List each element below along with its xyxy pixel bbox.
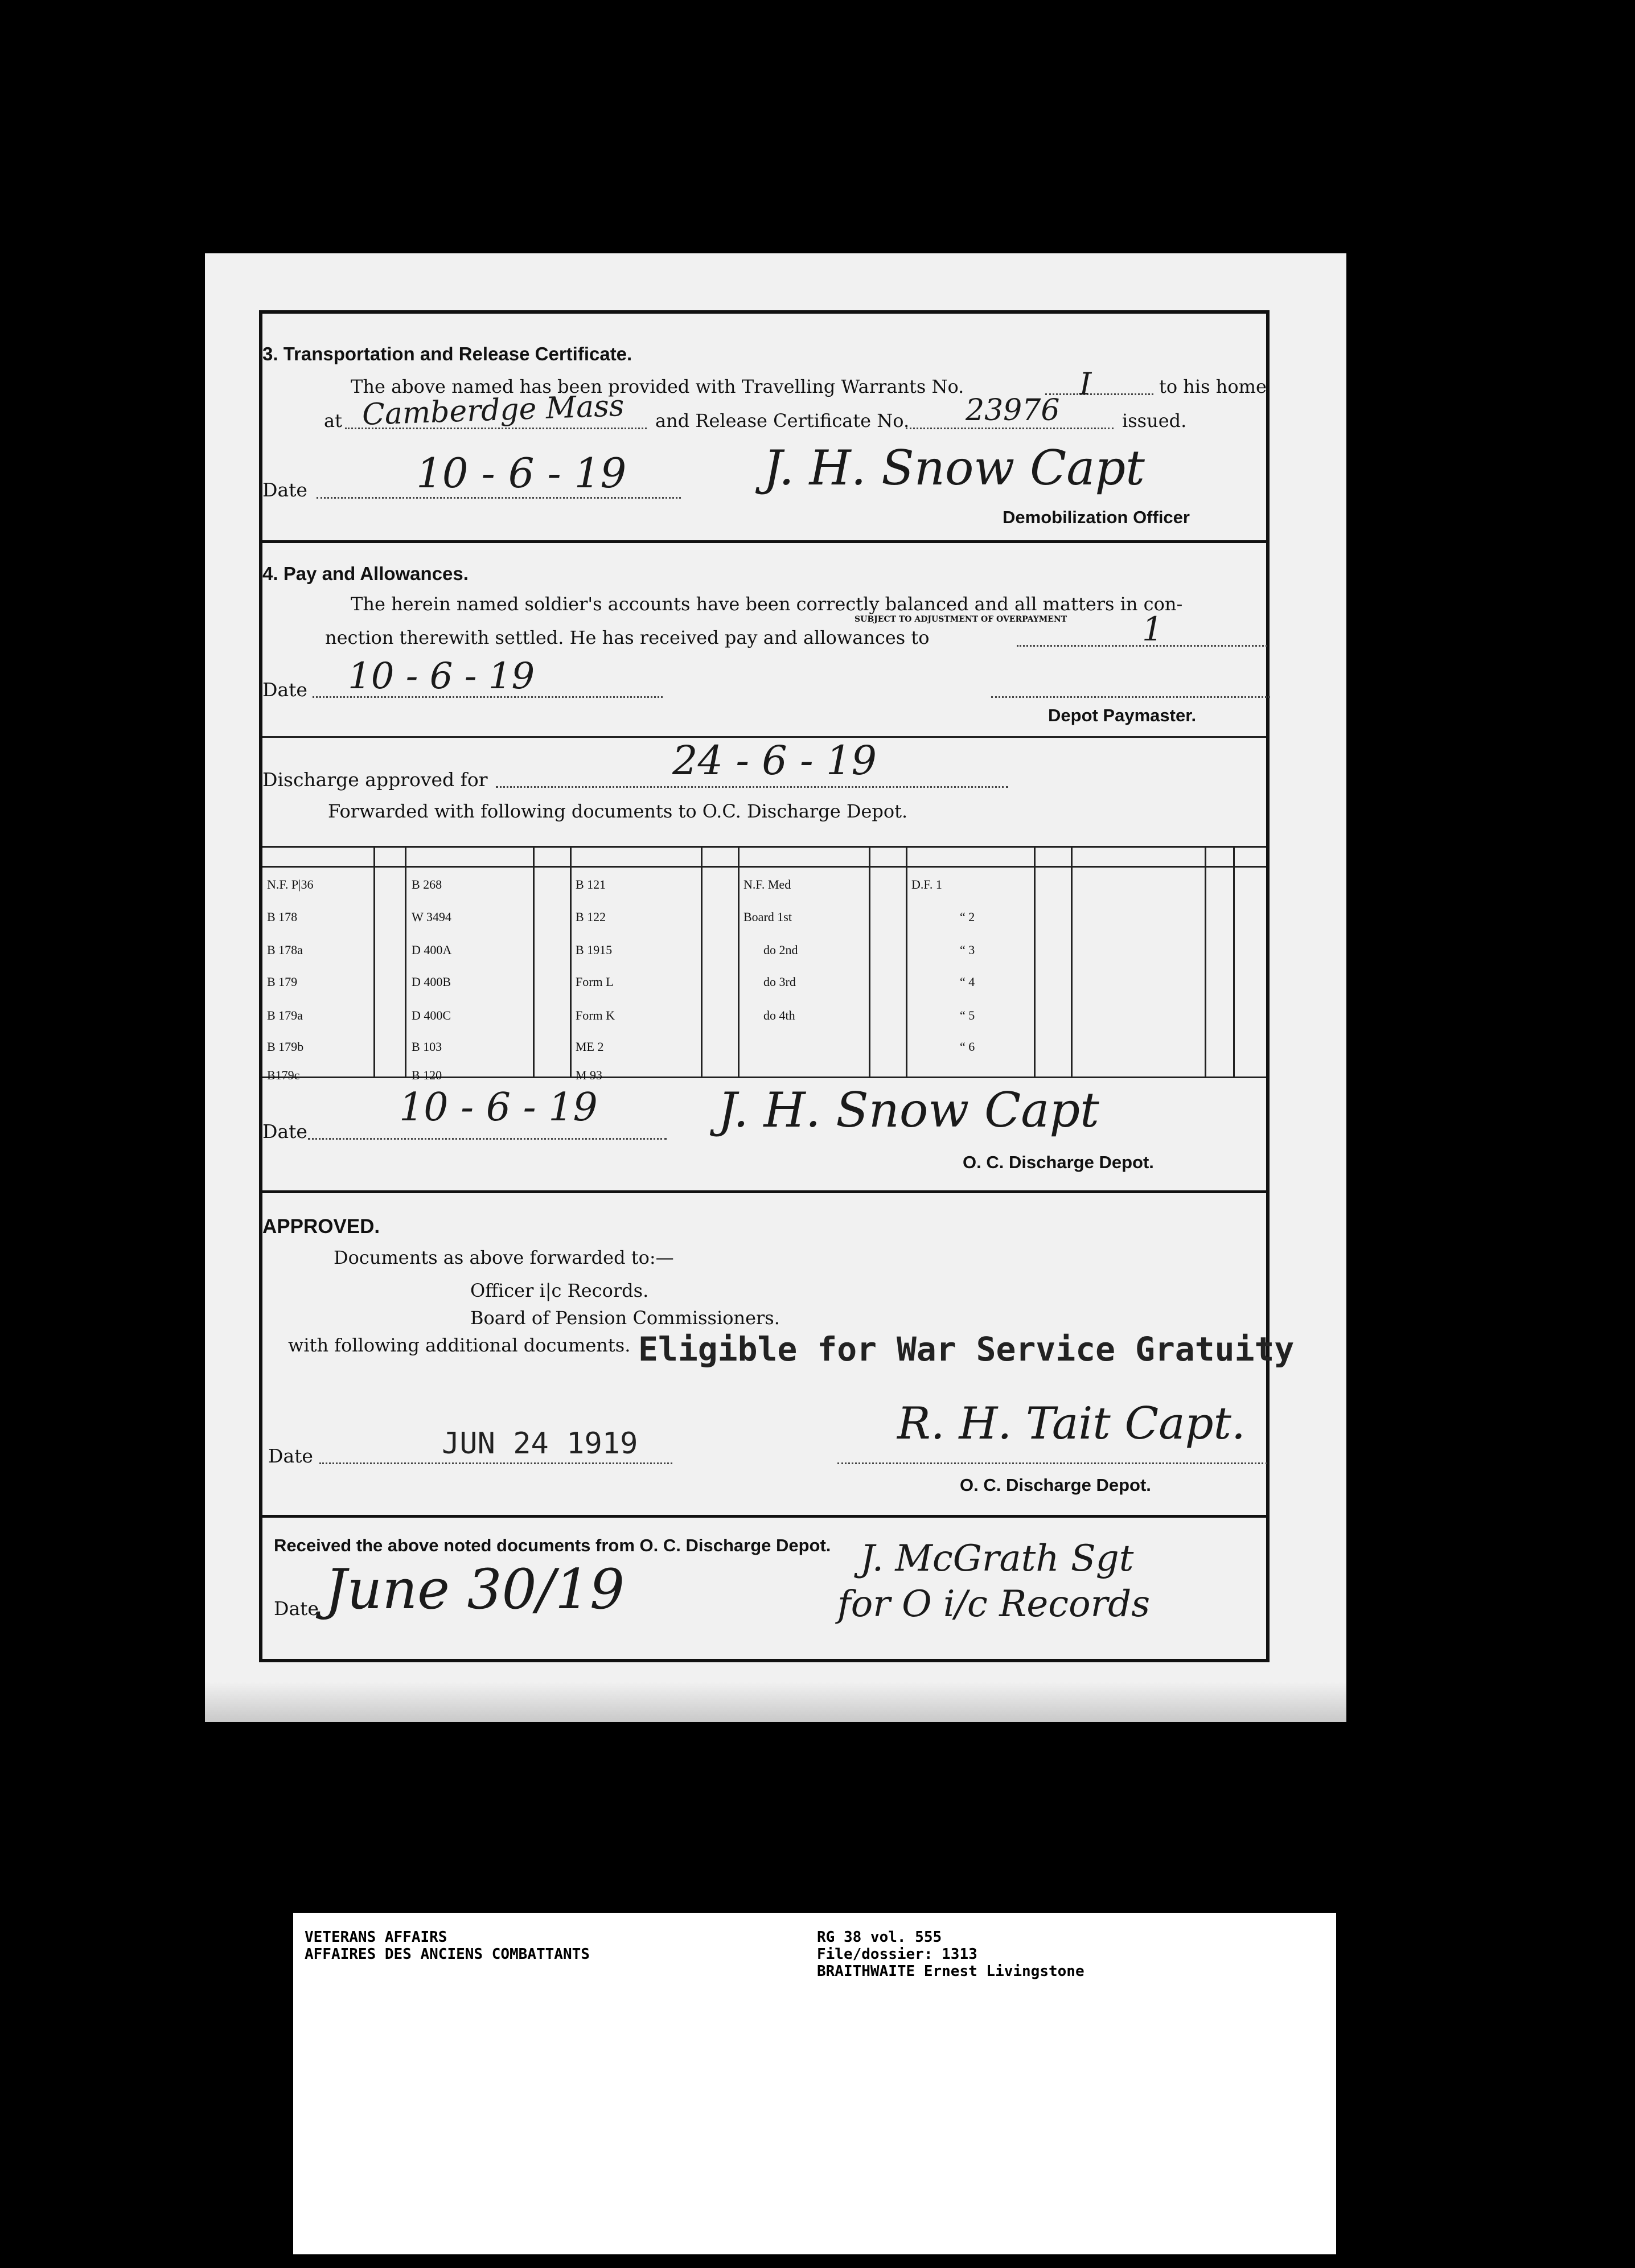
paper-edge (205, 1682, 1346, 1722)
doc-item: B 103 (412, 1040, 442, 1054)
docs-forwarded-text: Documents as above forwarded to:— (334, 1247, 674, 1268)
file-number: File/dossier: 1313 (817, 1946, 977, 1963)
approved-depot-label: O. C. Discharge Depot. (960, 1475, 1151, 1495)
table-top-border (262, 846, 1266, 848)
hw-cert-no: 23976 (966, 393, 1060, 428)
doc-item: “ 4 (960, 975, 975, 989)
divider (262, 1515, 1266, 1518)
hw-home-place: Camberdge Mass (361, 388, 625, 433)
hw-section4-date: 10 - 6 - 19 (348, 655, 535, 697)
depot-label: O. C. Discharge Depot. (963, 1152, 1154, 1172)
soldier-name: BRAITHWAITE Ernest Livingstone (817, 1963, 1084, 1980)
doc-item: Form L (576, 975, 614, 989)
paymaster-signature-line (991, 696, 1270, 698)
discharge-form (259, 310, 1295, 1662)
divider (262, 540, 1266, 543)
hw-discharge-date: 24 - 6 - 19 (672, 737, 877, 784)
gratuity-stamp: Eligible for War Service Gratuity (638, 1330, 1295, 1369)
doc-item: ME 2 (576, 1040, 604, 1054)
doc-item: D.F. 1 (911, 877, 942, 891)
demob-officer-label: Demobilization Officer (1003, 507, 1190, 527)
catalogue-label (293, 1913, 1336, 2254)
doc-item: do 4th (763, 1008, 795, 1022)
doc-item: B 121 (576, 877, 606, 891)
hw-demob-signature: J. H. Snow Capt (763, 440, 1145, 496)
officer-records: Officer i|c Records. (470, 1280, 649, 1301)
doc-item: B 1915 (576, 943, 613, 957)
dept-en: VETERANS AFFAIRS (305, 1929, 447, 1946)
section3-line1-end: to his home (1159, 376, 1267, 397)
table-column-rule (570, 846, 572, 1077)
section3-date-label: Date (262, 479, 307, 501)
section4-line2: nection therewith settled. He has received pay and allowances to (325, 627, 930, 648)
hw-depot-date: 10 - 6 - 19 (399, 1085, 598, 1130)
received-date-label: Date (274, 1597, 319, 1620)
doc-item: do 2nd (763, 943, 798, 957)
depot-date-label: Date (262, 1120, 307, 1143)
doc-item: W 3494 (412, 910, 451, 924)
doc-item: Form K (576, 1008, 615, 1022)
hw-received-signature: J. McGrath Sgt (860, 1538, 1134, 1580)
table-column-rule (1071, 846, 1073, 1077)
section4-line1: The herein named soldier's accounts have been correctly balanced and all matters in con- (351, 593, 1183, 615)
doc-item: “ 3 (960, 943, 975, 957)
table-column-rule (1233, 846, 1235, 1077)
approved-date-label: Date (268, 1445, 313, 1467)
adjustment-note: SUBJECT TO ADJUSTMENT OF OVERPAYMENT (855, 615, 1067, 624)
table-column-rule (701, 846, 703, 1077)
at-label: at (324, 410, 342, 432)
doc-item: D 400B (412, 975, 451, 989)
table-column-rule (906, 846, 907, 1077)
doc-item: B 179 (267, 975, 298, 989)
dept-fr: AFFAIRES DES ANCIENS COMBATTANTS (305, 1946, 590, 1963)
table-column-rule (533, 846, 535, 1077)
discharge-approved-label: Discharge approved for (262, 769, 488, 791)
issued-label: issued. (1122, 410, 1187, 432)
doc-item: B 178 (267, 910, 298, 924)
doc-item: do 3rd (763, 975, 796, 989)
depot-date-line (308, 1138, 667, 1140)
table-column-rule (405, 846, 406, 1077)
table-column-rule (738, 846, 740, 1077)
section4-heading: 4. Pay and Allowances. (262, 563, 469, 584)
hw-received-date: June 30/19 (325, 1558, 625, 1621)
doc-item: B 268 (412, 877, 442, 891)
table-header-border (262, 866, 1266, 868)
document-sheet (205, 253, 1346, 1722)
hw-records-signature: for O i/c Records (837, 1583, 1151, 1625)
doc-item: “ 5 (960, 1008, 975, 1022)
doc-item: N.F. P|36 (267, 877, 314, 891)
discharge-date-line (496, 786, 1008, 788)
reference-number: RG 38 vol. 555 (817, 1929, 942, 1946)
doc-item: M 93 (576, 1068, 603, 1082)
approved-heading: APPROVED. (262, 1215, 380, 1238)
hw-depot-signature: J. H. Snow Capt (718, 1082, 1099, 1138)
documents-table (262, 846, 1266, 1082)
received-text: Received the above noted documents from O. C. Discharge Depot. (274, 1535, 831, 1555)
approved-signature-line (837, 1462, 1267, 1464)
doc-item: B 120 (412, 1068, 442, 1082)
doc-item: D 400C (412, 1008, 451, 1022)
table-column-rule (373, 846, 375, 1077)
warrant-dotted-line (1045, 393, 1153, 395)
release-cert-label: and Release Certificate No. (655, 410, 910, 432)
doc-item: B 122 (576, 910, 606, 924)
paymaster-label: Depot Paymaster. (1048, 705, 1197, 725)
additional-docs: with following additional documents. (288, 1334, 631, 1356)
doc-item: “ 2 (960, 910, 975, 924)
doc-item: B 179b (267, 1040, 304, 1054)
section3-date-line (317, 497, 681, 499)
hw-section3-date: 10 - 6 - 19 (416, 449, 627, 497)
hw-pay-to: 1 (1142, 610, 1163, 648)
hw-warrant-no: I (1079, 366, 1092, 402)
table-column-rule (1205, 846, 1206, 1077)
cert-dotted-line (906, 428, 1114, 429)
doc-item: B 179a (267, 1008, 303, 1022)
section3-line1: The above named has been provided with Travelling Warrants No. (351, 376, 964, 397)
doc-item: Board 1st (743, 910, 792, 924)
section4-date-label: Date (262, 679, 307, 701)
approved-date-line (319, 1462, 672, 1464)
doc-item: B 178a (267, 943, 303, 957)
doc-item: B179c (267, 1068, 300, 1082)
pension-board: Board of Pension Commissioners. (470, 1307, 780, 1329)
table-column-rule (1034, 846, 1036, 1077)
divider (262, 1190, 1266, 1193)
doc-item: D 400A (412, 943, 452, 957)
section3-heading: 3. Transportation and Release Certificate. (262, 343, 632, 364)
doc-item: N.F. Med (743, 877, 791, 891)
forwarded-text: Forwarded with following documents to O.C. Discharge Depot. (328, 800, 908, 822)
doc-item: “ 6 (960, 1040, 975, 1054)
table-column-rule (869, 846, 870, 1077)
hw-approved-signature: R. H. Tait Capt. (897, 1398, 1246, 1449)
date-stamp: JUN 24 1919 (442, 1427, 638, 1461)
